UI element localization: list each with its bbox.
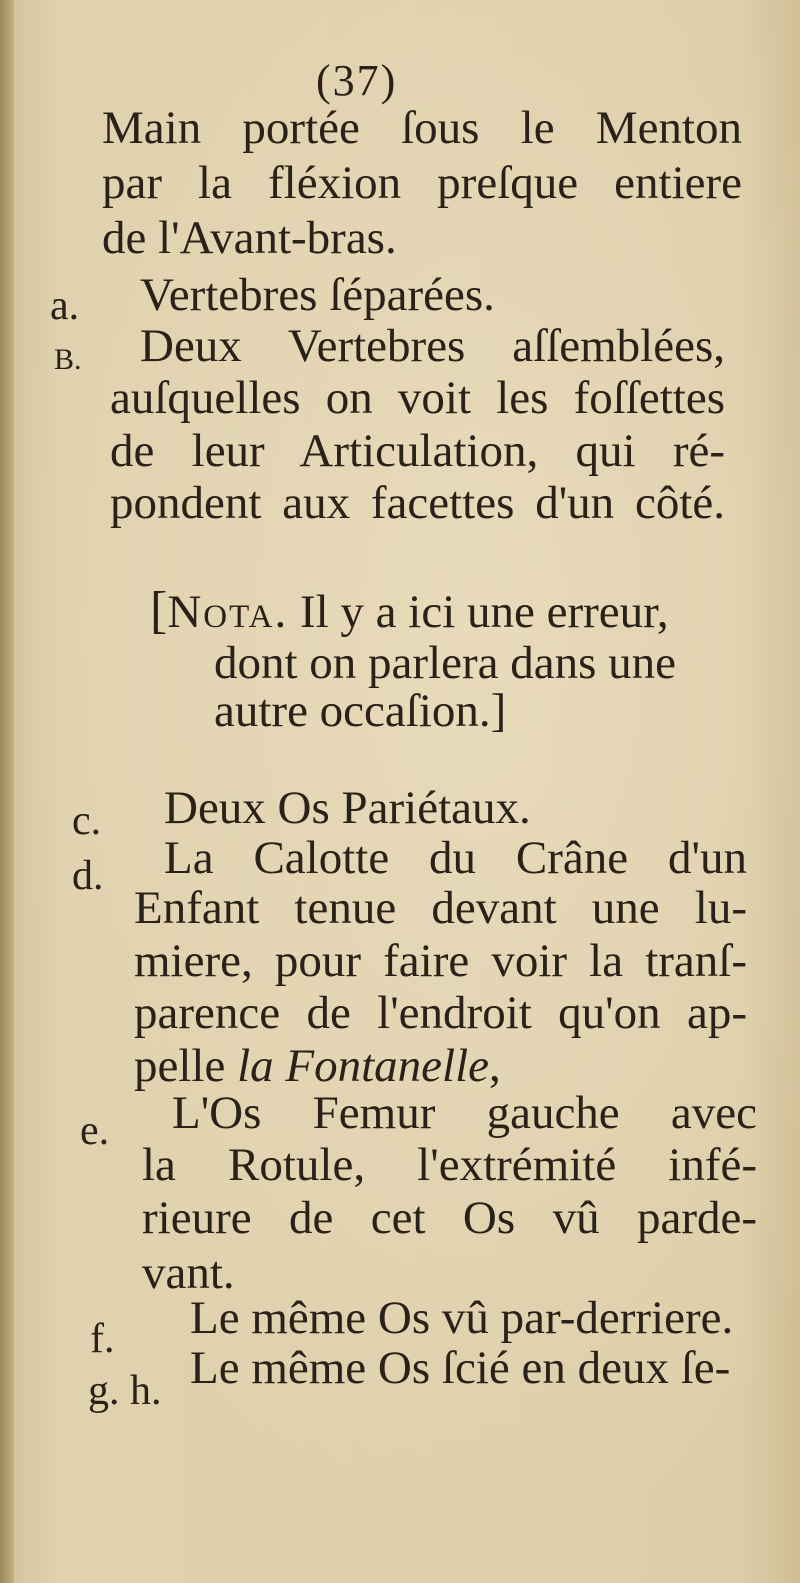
text-line: pondent aux facettes d'un côté. <box>110 477 725 529</box>
text-line: Le même Os vû par-derriere. <box>190 1292 734 1344</box>
text-line: Le même Os ſcié en deux ſe- <box>190 1342 731 1394</box>
nota-text: Il y a ici une erreur, <box>299 586 669 638</box>
nota-text: autre occaſion. <box>214 685 491 737</box>
text-line: parence de l'endroit qu'on ap- <box>134 987 747 1039</box>
text-line: Enfant tenue devant une lu- <box>134 882 747 934</box>
entry-marker: B. <box>54 343 82 376</box>
text-line: la Rotule, l'extrémité infé- <box>142 1139 757 1191</box>
text-line: Vertebres ſéparées. <box>140 269 495 321</box>
italic-term: la Fontanelle <box>237 1040 490 1092</box>
text-line: L'Os Femur gauche avec <box>172 1087 757 1139</box>
nota-line <box>150 582 669 639</box>
open-bracket: [ <box>150 582 168 639</box>
text-line: rieure de cet Os vû parde- <box>142 1192 757 1244</box>
text-line: de leur Articulation, qui ré- <box>110 425 725 477</box>
text-line: vant. <box>142 1247 235 1299</box>
entry-marker: e. <box>80 1108 110 1154</box>
text-line <box>134 1040 501 1092</box>
page-gutter <box>0 0 14 1583</box>
text-line: Deux Vertebres aſſemblées, <box>140 320 725 372</box>
text-line: auſquelles on voit les foſſettes <box>110 372 725 424</box>
entry-marker: f. <box>90 1316 115 1362</box>
text-line: miere, pour faire voir la tranſ- <box>134 935 747 987</box>
text-line: par la fléxion preſque entiere <box>102 157 742 209</box>
entry-marker: c. <box>72 798 102 844</box>
entry-marker: g. h. <box>88 1368 162 1414</box>
text-line: La Calotte du Crâne d'un <box>164 832 747 884</box>
text-line: de l'Avant-bras. <box>102 212 397 264</box>
text-punct: , <box>489 1040 501 1092</box>
text-line: Main portée ſous le Menton <box>102 102 742 154</box>
entry-marker: a. <box>50 283 80 329</box>
page-number: (37) <box>316 56 398 105</box>
entry-marker: d. <box>72 853 104 899</box>
nota-label: Nota. <box>167 586 289 638</box>
text-line: Deux Os Pariétaux. <box>164 782 531 834</box>
text-plain: pelle <box>134 1040 226 1092</box>
text-line: dont on parlera dans une <box>214 637 677 689</box>
text-line <box>214 685 507 737</box>
close-bracket: ] <box>490 685 507 737</box>
